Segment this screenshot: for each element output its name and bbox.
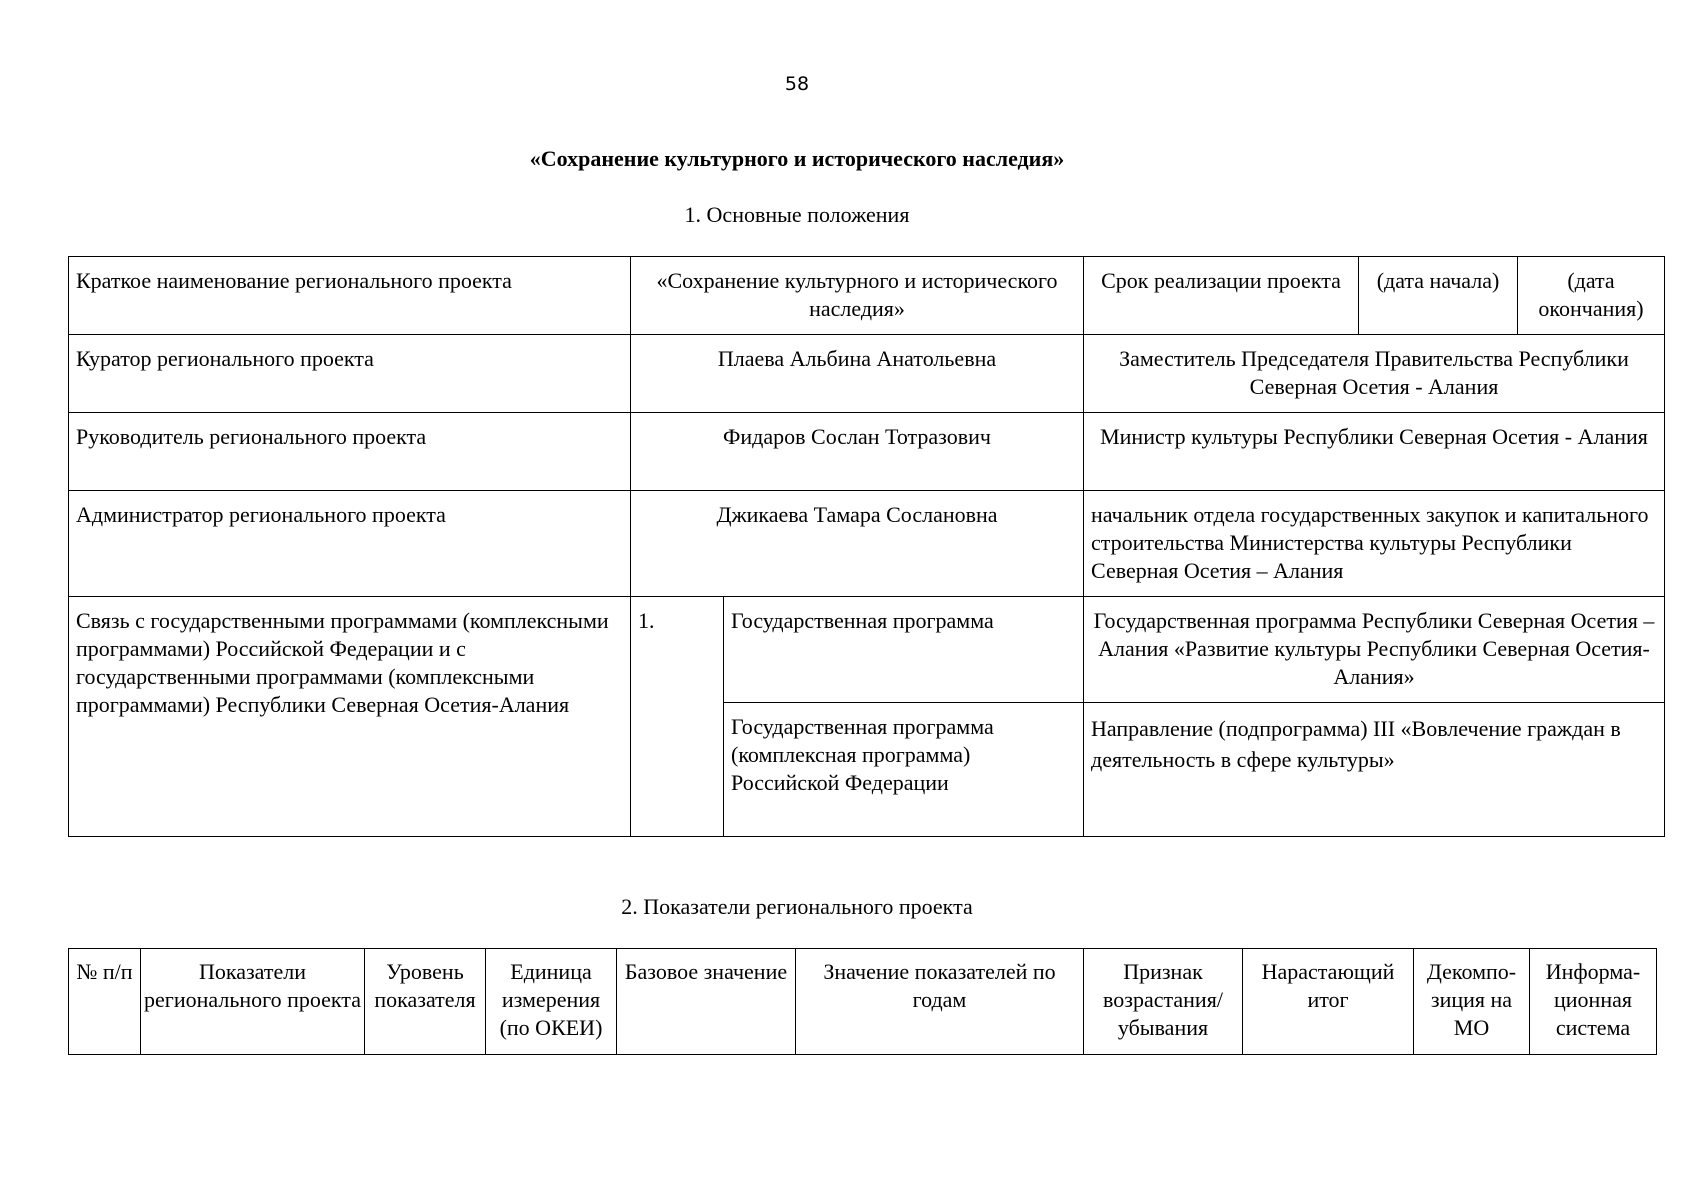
column-header: Уровень показателя: [365, 949, 486, 1055]
table-row: [69, 335, 1665, 413]
admin-label: Администратор регионального проекта: [69, 491, 631, 597]
program-value: Государственная программа Республики Северная Осетия – Алания «Развитие культуры Республики Северная Осетия-Алания»: [1084, 597, 1665, 703]
column-header: Признак возрастания/ убывания: [1084, 949, 1243, 1055]
admin-name: Джикаева Тамара Сослановна: [631, 491, 1084, 597]
column-header: Нарастающий итог: [1243, 949, 1414, 1055]
admin-position: начальник отдела государственных закупок и капитального строительства Министерства культуры Республики Северная Осетия – Алания: [1084, 491, 1665, 597]
column-header: Базовое значение: [617, 949, 796, 1055]
leader-label: Руководитель регионального проекта: [69, 413, 631, 491]
section-2-heading: 2. Показатели регионального проекта: [621, 894, 973, 919]
column-header: Декомпо-зиция на МО: [1414, 949, 1530, 1055]
curator-label: Куратор регионального проекта: [69, 335, 631, 413]
table-header-row: [69, 949, 1657, 1055]
column-header: Значение показателей по годам: [796, 949, 1084, 1055]
page-number: 58: [784, 73, 810, 95]
column-header: № п/п: [69, 949, 141, 1055]
curator-name: Плаева Альбина Анатольевна: [631, 335, 1084, 413]
section-1-heading: 1. Основные положения: [684, 202, 910, 227]
document-title: «Сохранение культурного и исторического наследия»: [529, 146, 1065, 171]
term-label: Срок реализации проекта: [1084, 257, 1359, 335]
main-provisions-table: [68, 256, 1665, 837]
column-header: Показатели регионального проекта: [141, 949, 365, 1055]
column-header: Информа-ционная система: [1530, 949, 1657, 1055]
link-number: 1.: [631, 597, 724, 837]
start-date: (дата начала): [1359, 257, 1518, 335]
table-row: [69, 597, 1665, 703]
indicators-table: [68, 948, 1657, 1055]
short-name-value: «Сохранение культурного и исторического наследия»: [631, 257, 1084, 335]
table-row: [69, 413, 1665, 491]
curator-position: Заместитель Председателя Правительства Республики Северная Осетия - Алания: [1084, 335, 1665, 413]
table-row: [69, 491, 1665, 597]
link-label: Связь с государственными программами (комплексными программами) Российской Федерации и с государственными программами (комплексными программами) Республики Северная Осетия-Алания: [69, 597, 631, 837]
table-row: [69, 257, 1665, 335]
rf-program-value: Направление (подпрограмма) III «Вовлечение граждан в деятельность в сфере культуры»: [1084, 703, 1665, 837]
end-date: (дата окончания): [1518, 257, 1665, 335]
column-header: Единица измерения (по ОКЕИ): [486, 949, 617, 1055]
rf-program-label: Государственная программа (комплексная программа) Российской Федерации: [724, 703, 1084, 837]
leader-position: Министр культуры Республики Северная Осетия - Алания: [1084, 413, 1665, 491]
short-name-label: Краткое наименование регионального проекта: [69, 257, 631, 335]
leader-name: Фидаров Сослан Тотразович: [631, 413, 1084, 491]
program-label: Государственная программа: [724, 597, 1084, 703]
